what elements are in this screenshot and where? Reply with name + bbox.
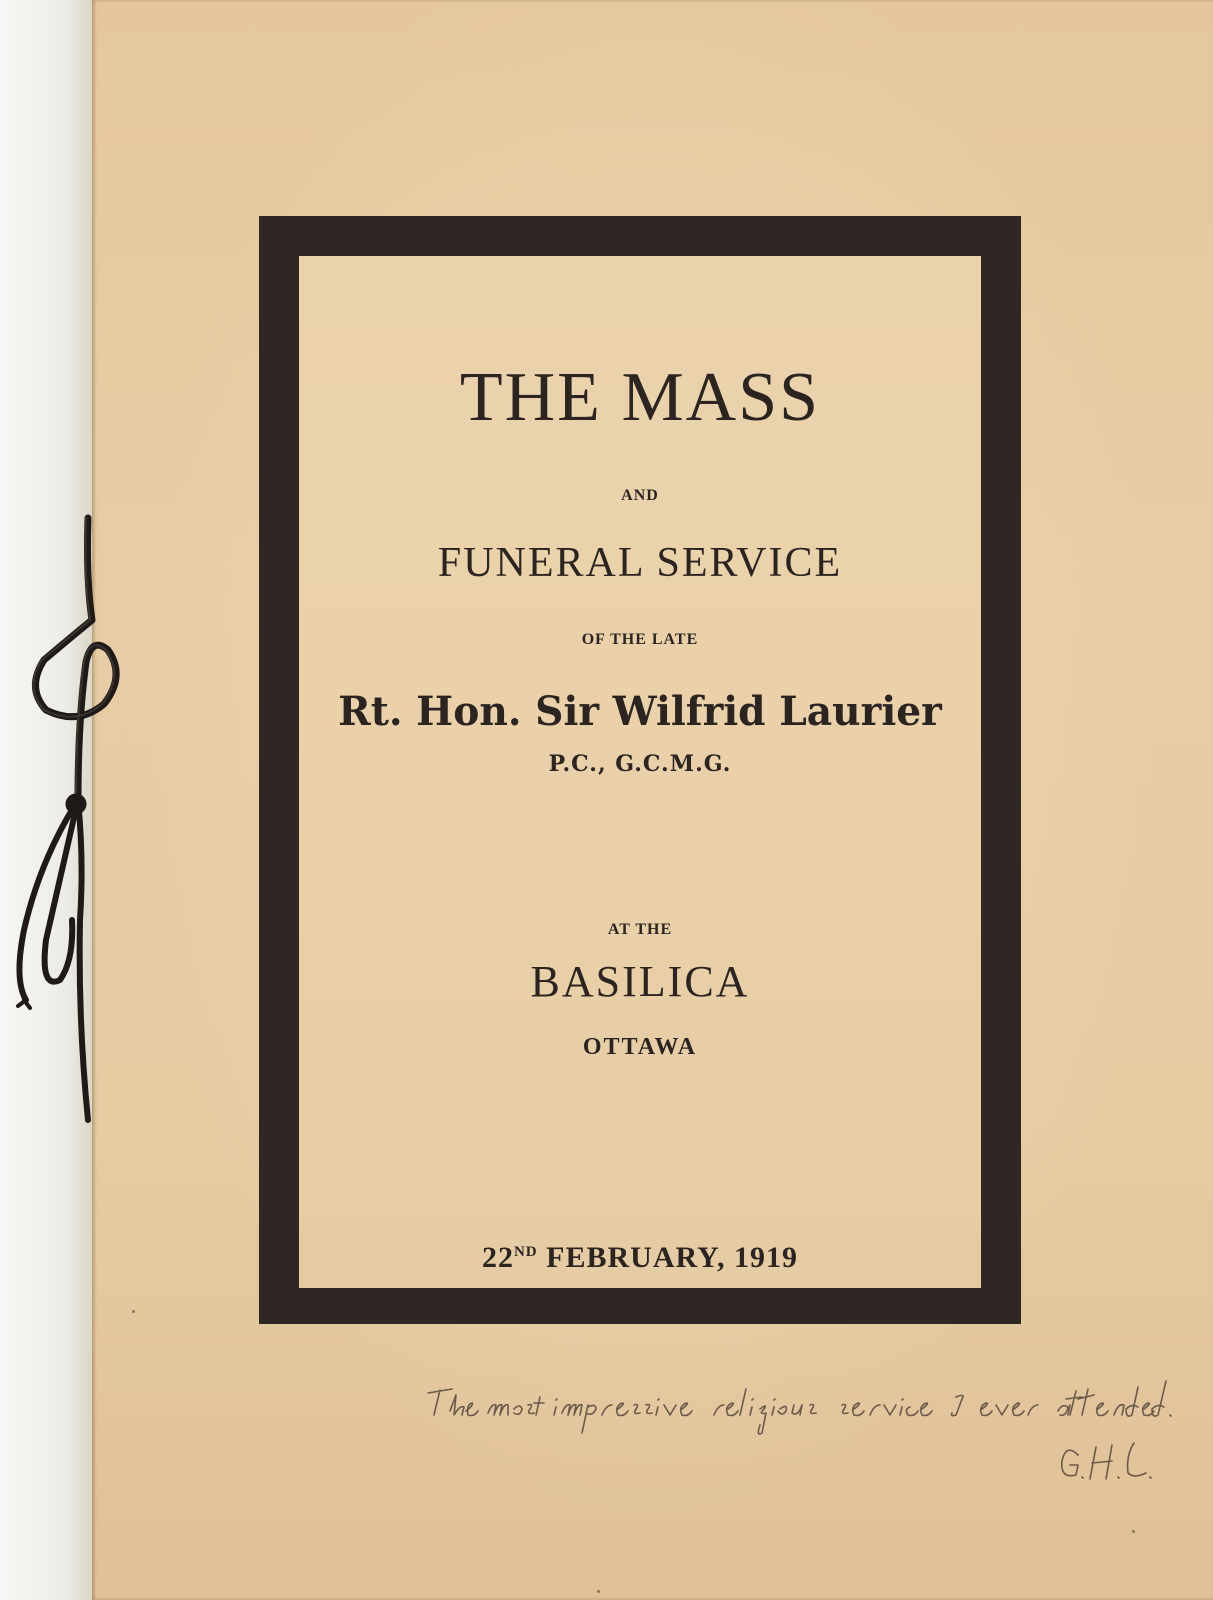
- handwritten-inscription: [422, 1375, 1182, 1505]
- date-day: 22: [481, 1241, 514, 1274]
- cover-at-the: AT THE: [607, 921, 673, 938]
- cover-venue: BASILICA: [530, 957, 750, 1006]
- date-suffix: ND: [513, 1244, 538, 1260]
- cover-subtitle: FUNERAL SERVICE: [437, 540, 843, 586]
- cover-honoree-name: Rt. Hon. Sir Wilfrid Laurier: [338, 688, 942, 735]
- paper-speck: [597, 1590, 600, 1593]
- handwriting-drawing: [422, 1375, 1182, 1505]
- cover-city: OTTAWA: [582, 1034, 698, 1060]
- cover-title: THE MASS: [459, 359, 821, 436]
- cover-date: [299, 1234, 981, 1276]
- cover-text-panel: [299, 256, 981, 1288]
- cover-conjunction: AND: [621, 487, 659, 504]
- binding-cord: [0, 500, 140, 1140]
- pamphlet-cover: [92, 0, 1213, 1600]
- mourning-border-frame: [259, 216, 1021, 1324]
- paper-speck: [132, 1310, 135, 1313]
- cover-honours: P.C., G.C.M.G.: [548, 751, 732, 777]
- cover-of-the-late: OF THE LATE: [581, 631, 699, 648]
- paper-speck: [1132, 1530, 1135, 1533]
- date-month-year: FEBRUARY, 1919: [537, 1241, 799, 1274]
